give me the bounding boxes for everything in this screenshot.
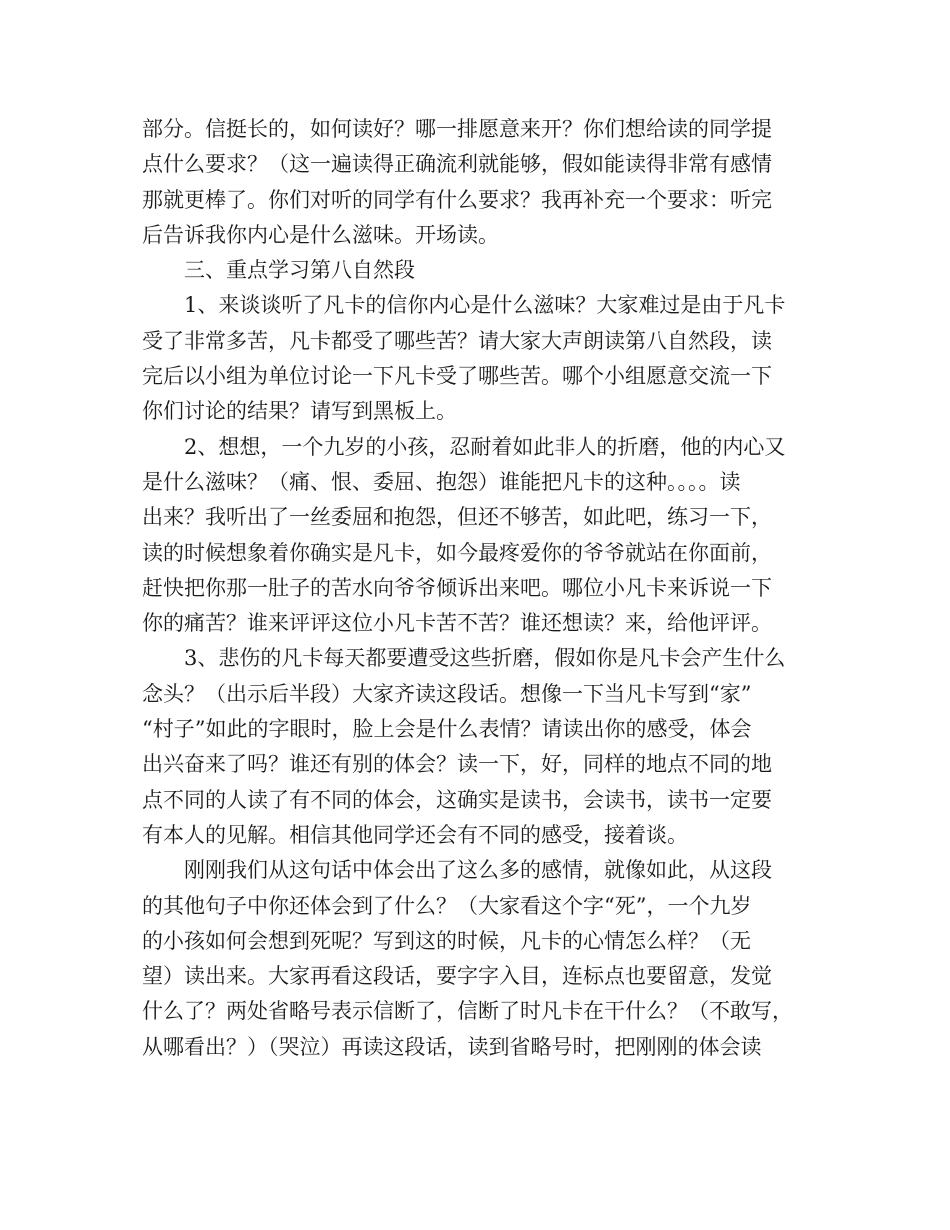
text-line: 1、来谈谈听了凡卡的信你内心是什么滋味？大家难过是由于凡卡 xyxy=(184,293,786,318)
text-line: 望）读出来。大家再看这段话，要字字入目，连标点也要留意，发觉 xyxy=(142,964,772,989)
text-line: 赶快把你那一肚子的苦水向爷爷倾诉出来吧。哪位小凡卡来诉说一下 xyxy=(142,575,772,600)
text-line: 的小孩如何会想到死呢？写到这的时候，凡卡的心情怎么样？（无 xyxy=(142,928,751,953)
text-line: 你们讨论的结果？请写到黑板上。 xyxy=(142,399,457,424)
document-body xyxy=(142,112,814,1065)
text-line: 是什么滋味？（痛、恨、委屈、抱怨）谁能把凡卡的这种。。。。读 xyxy=(142,469,741,494)
text-line: 读的时候想象着你确实是凡卡，如今最疼爱你的爷爷就站在你面前， xyxy=(142,540,772,565)
text-line: 什么了？两处省略号表示信断了，信断了时凡卡在干什么？（不敢写， xyxy=(142,999,793,1024)
text-line: 后告诉我你内心是什么滋味。开场读。 xyxy=(142,222,499,247)
text-line: 点不同的人读了有不同的体会，这确实是读书，会读书，读书一定要 xyxy=(142,787,772,812)
text-line: 有本人的见解。相信其他同学还会有不同的感受，接着谈。 xyxy=(142,822,688,847)
text-line: 出来？我听出了一丝委屈和抱怨，但还不够苦，如此吧，练习一下， xyxy=(142,505,772,530)
text-line: 从哪看出？）（哭泣）再读这段话，读到省略号时，把刚刚的体会读 xyxy=(142,1034,762,1059)
text-line: 你的痛苦？谁来评评这位小凡卡苦不苦？谁还想读？来，给他评评。 xyxy=(142,611,772,636)
text-line: 念头？（出示后半段）大家齐读这段话。想像一下当凡卡写到“家” xyxy=(142,681,752,706)
text-line: 出兴奋来了吗？谁还有别的体会？读一下，好，同样的地点不同的地 xyxy=(142,752,772,777)
text-line: 刚刚我们从这句话中体会出了这么多的感情，就像如此，从这段 xyxy=(184,858,772,883)
text-line: 那就更棒了。你们对听的同学有什么要求？我再补充一个要求：听完 xyxy=(142,187,772,212)
text-line: 2、想想，一个九岁的小孩，忍耐着如此非人的折磨，他的内心又 xyxy=(184,434,786,459)
text-line: 3、悲伤的凡卡每天都要遭受这些折磨，假如你是凡卡会产生什么 xyxy=(184,646,786,671)
text-line: 受了非常多苦，凡卡都受了哪些苦？请大家大声朗读第八自然段，读 xyxy=(142,328,772,353)
text-line: 部分。信挺长的，如何读好？哪一排愿意来开？你们想给读的同学提 xyxy=(142,117,772,141)
text-line: 的其他句子中你还体会到了什么？（大家看这个字“死”，一个九岁 xyxy=(142,893,752,918)
text-line: 点什么要求？（这一遍读得正确流利就能够，假如能读得非常有感情 xyxy=(142,152,772,177)
text-line: 三、重点学习第八自然段 xyxy=(184,258,415,283)
text-line: 完后以小组为单位讨论一下凡卡受了哪些苦。哪个小组愿意交流一下 xyxy=(142,364,772,389)
text-line: “村子”如此的字眼时，脸上会是什么表情？请读出你的感受，体会 xyxy=(142,717,752,742)
